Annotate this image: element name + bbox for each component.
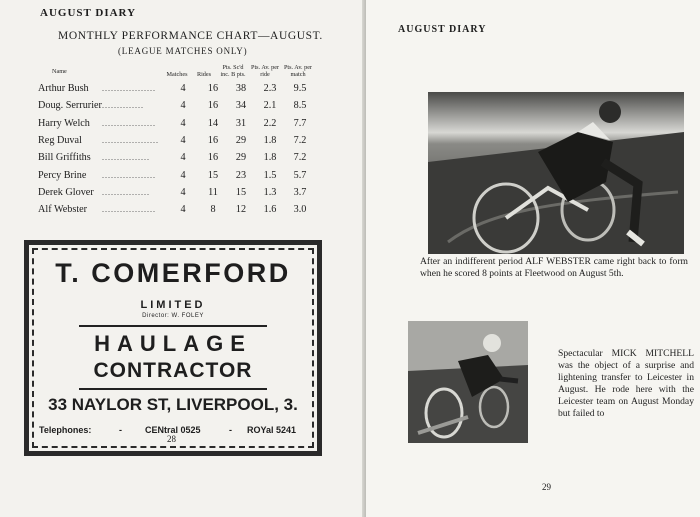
cell-avg-match: 3.7 xyxy=(293,186,307,198)
table-row xyxy=(38,166,316,183)
cell-rides: 16 xyxy=(207,83,219,95)
cell-avg-ride: 1.3 xyxy=(263,186,277,198)
cell-avg-ride: 2.1 xyxy=(263,100,277,112)
col-header-rides: Rides xyxy=(196,71,212,78)
cell-avg-match: 3.0 xyxy=(293,204,307,216)
cell-avg-ride: 1.8 xyxy=(263,135,277,147)
cell-matches: 4 xyxy=(180,152,186,164)
cell-dots: .................. xyxy=(102,118,156,128)
cell-avg-match: 7.2 xyxy=(293,135,307,147)
cell-avg-ride: 1.5 xyxy=(263,169,277,181)
cell-dots: ................ xyxy=(102,153,150,163)
cell-avg-ride: 1.8 xyxy=(263,152,277,164)
cell-avg-match: 8.5 xyxy=(293,100,307,112)
cell-avg-ride: 1.6 xyxy=(263,204,277,216)
cell-dots: .................. xyxy=(102,205,156,215)
chart-subtitle: (LEAGUE MATCHES ONLY) xyxy=(118,46,248,56)
table-row xyxy=(38,132,316,149)
table-row xyxy=(38,201,316,218)
speedway-rider-image xyxy=(428,92,684,254)
table-row xyxy=(38,80,316,97)
cell-rides: 16 xyxy=(207,100,219,112)
cell-name: Harry Welch xyxy=(38,117,90,129)
phones-dash: - xyxy=(119,425,122,435)
cell-matches: 4 xyxy=(180,117,186,129)
mitchell-rider-image xyxy=(408,321,528,443)
cell-name: Arthur Bush xyxy=(38,83,89,95)
chart-title: MONTHLY PERFORMANCE CHART—AUGUST. xyxy=(58,30,323,42)
cell-avg-ride: 2.2 xyxy=(263,117,277,129)
col-header-points: Pts. Sc'd inc. B pts. xyxy=(220,64,246,78)
left-page-number: 28 xyxy=(167,434,176,444)
caption-mick-mitchell: Spectacular MICK MITCHELL was the object of a surprise and lightening transfer to Leicester in August. He rode here with the Leicester team on August Monday but failed to xyxy=(558,348,694,419)
advert-contractor: CONTRACTOR xyxy=(93,359,253,382)
table-row xyxy=(38,115,316,132)
cell-avg-match: 7.2 xyxy=(293,152,307,164)
cell-rides: 8 xyxy=(210,204,216,216)
left-header: AUGUST DIARY xyxy=(40,7,137,19)
cell-dots: .................. xyxy=(102,84,156,94)
advert-haulage: HAULAGE xyxy=(94,331,252,356)
cell-matches: 4 xyxy=(180,83,186,95)
right-page xyxy=(366,0,700,517)
advert-rule-bottom xyxy=(79,388,267,390)
cell-rides: 14 xyxy=(207,117,219,129)
cell-matches: 4 xyxy=(180,135,186,147)
cell-matches: 4 xyxy=(180,169,186,181)
cell-dots: ................... xyxy=(102,136,159,146)
advert-rule-top xyxy=(79,325,267,327)
advert-address: 33 NAYLOR ST, LIVERPOOL, 3. xyxy=(48,395,298,414)
cell-name: Percy Brine xyxy=(38,169,87,181)
cell-pts: 29 xyxy=(235,152,247,164)
cell-rides: 16 xyxy=(207,135,219,147)
cell-dots: .................. xyxy=(102,170,156,180)
cell-avg-match: 7.7 xyxy=(293,117,307,129)
cell-pts: 15 xyxy=(235,186,247,198)
phone-central: CENtral 0525 xyxy=(145,425,201,435)
cell-avg-match: 9.5 xyxy=(293,83,307,95)
cell-pts: 29 xyxy=(235,135,247,147)
caption-alf-webster: After an indifferent period ALF WEBSTER came right back to form when he scored 8 points at Fleetwood on August 5th. xyxy=(420,256,688,279)
cell-matches: 4 xyxy=(180,204,186,216)
cell-rides: 16 xyxy=(207,152,219,164)
cell-pts: 38 xyxy=(235,83,247,95)
right-header: AUGUST DIARY xyxy=(398,24,487,35)
cell-dots: .............. xyxy=(102,101,144,111)
col-header-avg-ride: Pts. Av. per ride xyxy=(251,64,280,78)
cell-name: Derek Glover xyxy=(38,186,94,198)
advert-limited: LIMITED xyxy=(140,299,206,311)
performance-table xyxy=(38,80,316,218)
cell-pts: 31 xyxy=(235,117,247,129)
phones-dash: - xyxy=(229,425,232,435)
cell-name: Bill Griffiths xyxy=(38,152,91,164)
col-header-name: Name xyxy=(52,68,67,75)
phones-label: Telephones: xyxy=(39,425,92,435)
cell-avg-match: 5.7 xyxy=(293,169,307,181)
table-row xyxy=(38,149,316,166)
table-row xyxy=(38,97,316,114)
cell-name: Alf Webster xyxy=(38,204,88,216)
comerford-advert xyxy=(24,240,322,456)
cell-matches: 4 xyxy=(180,100,186,112)
alf-webster-photo xyxy=(428,92,684,254)
col-header-matches: Matches xyxy=(166,71,188,78)
advert-director: Director: W. FOLEY xyxy=(142,313,204,319)
right-page-number: 29 xyxy=(542,482,551,492)
cell-pts: 23 xyxy=(235,169,247,181)
cell-pts: 34 xyxy=(235,100,247,112)
cell-dots: ................ xyxy=(102,187,150,197)
cell-name: Doug. Serrurier xyxy=(38,100,102,112)
cell-pts: 12 xyxy=(235,204,247,216)
mick-mitchell-photo xyxy=(408,321,528,443)
table-row xyxy=(38,184,316,201)
cell-name: Reg Duval xyxy=(38,135,82,147)
advert-company-name: T. COMERFORD xyxy=(55,258,291,288)
cell-avg-ride: 2.3 xyxy=(263,83,277,95)
cell-rides: 15 xyxy=(207,169,219,181)
col-header-avg-match: Pts. Av. per match xyxy=(283,64,312,78)
cell-matches: 4 xyxy=(180,186,186,198)
phone-royal: ROYal 5241 xyxy=(247,425,297,435)
cell-rides: 11 xyxy=(208,186,218,198)
